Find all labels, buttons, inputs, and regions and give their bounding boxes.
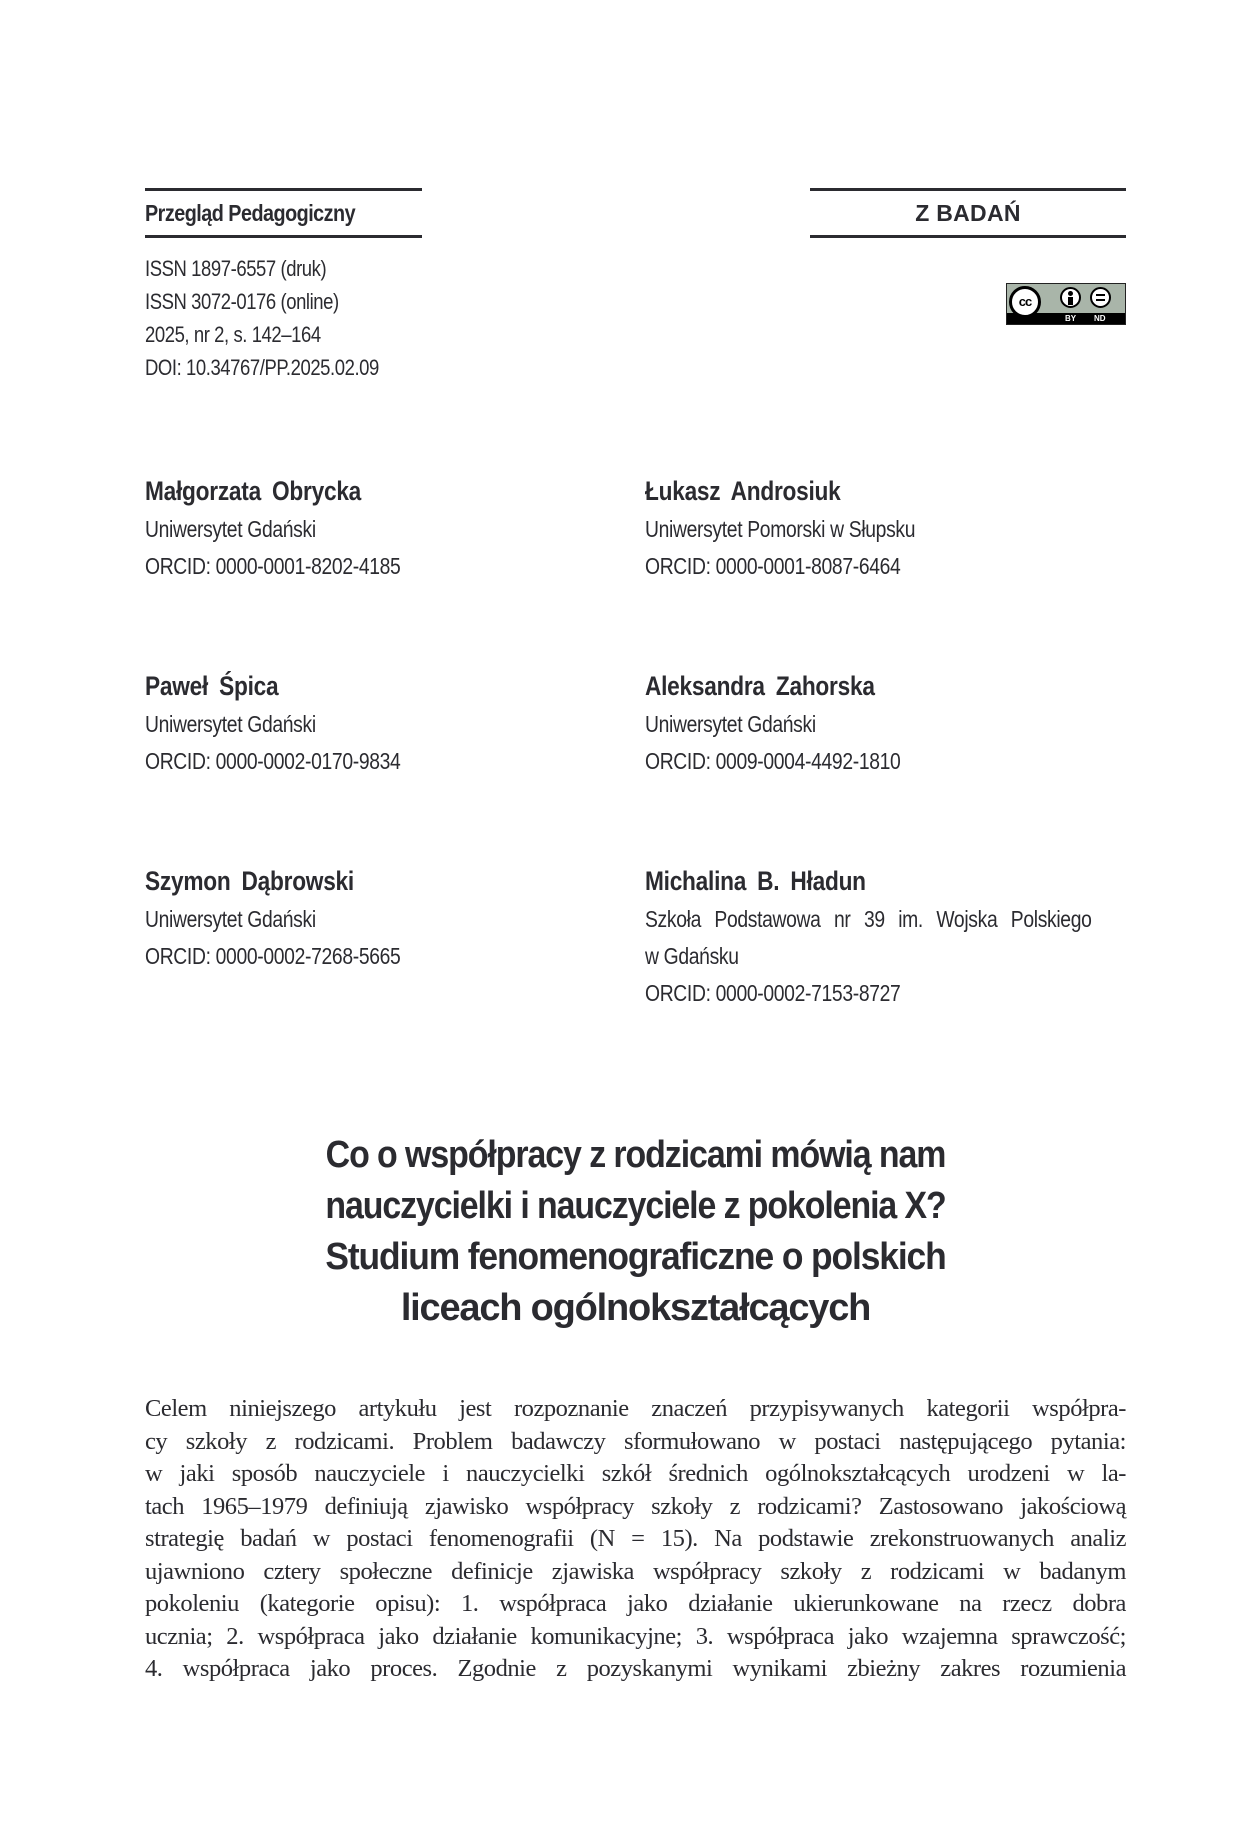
no-derivatives-icon — [1090, 287, 1111, 308]
author-affiliation-continued: w Gdańsku — [645, 943, 739, 969]
author-name: Aleksandra Zahorska — [645, 671, 875, 701]
author-block — [645, 666, 1145, 780]
nd-label: ND — [1094, 314, 1106, 323]
author-affiliation: Uniwersytet Pomorski w Słupsku — [645, 516, 916, 542]
attribution-icon — [1060, 287, 1081, 308]
author-name: Szymon Dąbrowski — [145, 866, 354, 896]
author-block — [145, 861, 645, 975]
author-block — [645, 861, 1145, 1012]
header-rule-bottom — [145, 235, 422, 238]
cc-logo-icon: cc — [1009, 286, 1041, 318]
abstract-line: pokoleniu (kategorie opisu): 1. współpraca jako działanie ukierunkowane na rzecz dobra — [145, 1590, 1126, 1617]
author-orcid[interactable]: ORCID: 0000-0001-8202-4185 — [145, 553, 401, 579]
author-name: Małgorzata Obrycka — [145, 476, 362, 506]
section-rule-bottom — [810, 235, 1126, 238]
abstract-line: w jaki sposób nauczyciele i nauczycielki szkół średnich ogólnokształcących urodzeni w la- — [145, 1460, 1126, 1487]
abstract-line: tach 1965–1979 definiują zjawisko współpracy szkoły z rodzicami? Zastosowano jakościową — [145, 1492, 1126, 1520]
author-block — [145, 471, 645, 585]
abstract — [145, 1393, 1126, 1686]
doi[interactable]: DOI: 10.34767/PP.2025.02.09 — [145, 355, 379, 380]
abstract-line: ucznia; 2. współpraca jako działanie komunikacyjne; 3. współpraca jako wzajemna sprawczość; — [145, 1622, 1126, 1650]
article-title — [145, 1130, 1126, 1334]
author-orcid[interactable]: ORCID: 0000-0002-7268-5665 — [145, 943, 401, 969]
issue-info: 2025, nr 2, s. 142–164 — [145, 322, 321, 347]
publication-metadata — [145, 252, 423, 384]
abstract-line: Celem niniejszego artykułu jest rozpoznanie znaczeń przypisywanych kategorii współpra- — [145, 1395, 1126, 1422]
author-name: Paweł Śpica — [145, 671, 279, 701]
journal-name: Przegląd Pedagogiczny — [145, 200, 356, 226]
title-line: Studium fenomenograficzne o polskich — [325, 1236, 946, 1278]
issn-print: ISSN 1897-6557 (druk) — [145, 256, 327, 281]
author-affiliation: Uniwersytet Gdański — [145, 516, 316, 542]
author-affiliation: Szkoła Podstawowa nr 39 im. Wojska Polskiego — [645, 906, 1092, 932]
abstract-line: 4. współpraca jako proces. Zgodnie z pozyskanymi wynikami zbieżny zakres rozumienia — [145, 1655, 1126, 1682]
abstract-line: strategię badań w postaci fenomenografii (N = 15). Na podstawie zrekonstruowanych analiz — [145, 1525, 1126, 1552]
author-affiliation: Uniwersytet Gdański — [645, 711, 816, 737]
title-line: nauczycielki i nauczyciele z pokolenia X? — [325, 1185, 946, 1227]
author-affiliation: Uniwersytet Gdański — [145, 906, 316, 932]
author-block — [645, 471, 1145, 585]
abstract-line: cy szkoły z rodzicami. Problem badawczy sformułowano w postaci następującego pytania: — [145, 1427, 1126, 1455]
issn-online: ISSN 3072-0176 (online) — [145, 289, 339, 314]
title-line: Co o współpracy z rodzicami mówią nam — [325, 1134, 946, 1176]
author-orcid[interactable]: ORCID: 0000-0002-0170-9834 — [145, 748, 401, 774]
section-header — [810, 188, 1126, 238]
author-orcid[interactable]: ORCID: 0000-0001-8087-6464 — [645, 553, 901, 579]
author-affiliation: Uniwersytet Gdański — [145, 711, 316, 737]
author-orcid[interactable]: ORCID: 0009-0004-4492-1810 — [645, 748, 901, 774]
author-block — [145, 666, 645, 780]
section-label: Z BADAŃ — [915, 200, 1021, 226]
author-orcid[interactable]: ORCID: 0000-0002-7153-8727 — [645, 980, 901, 1006]
cc-by-nd-icon[interactable] — [1006, 283, 1126, 325]
author-name: Michalina B. Hładun — [645, 866, 866, 896]
abstract-line: ujawniono cztery społeczne definicje zjawiska współpracy szkoły z rodzicami w badanym — [145, 1557, 1126, 1585]
author-name: Łukasz Androsiuk — [645, 476, 841, 506]
journal-header — [145, 188, 422, 238]
by-label: BY — [1065, 314, 1077, 323]
title-line: liceach ogólnokształcących — [400, 1287, 871, 1329]
